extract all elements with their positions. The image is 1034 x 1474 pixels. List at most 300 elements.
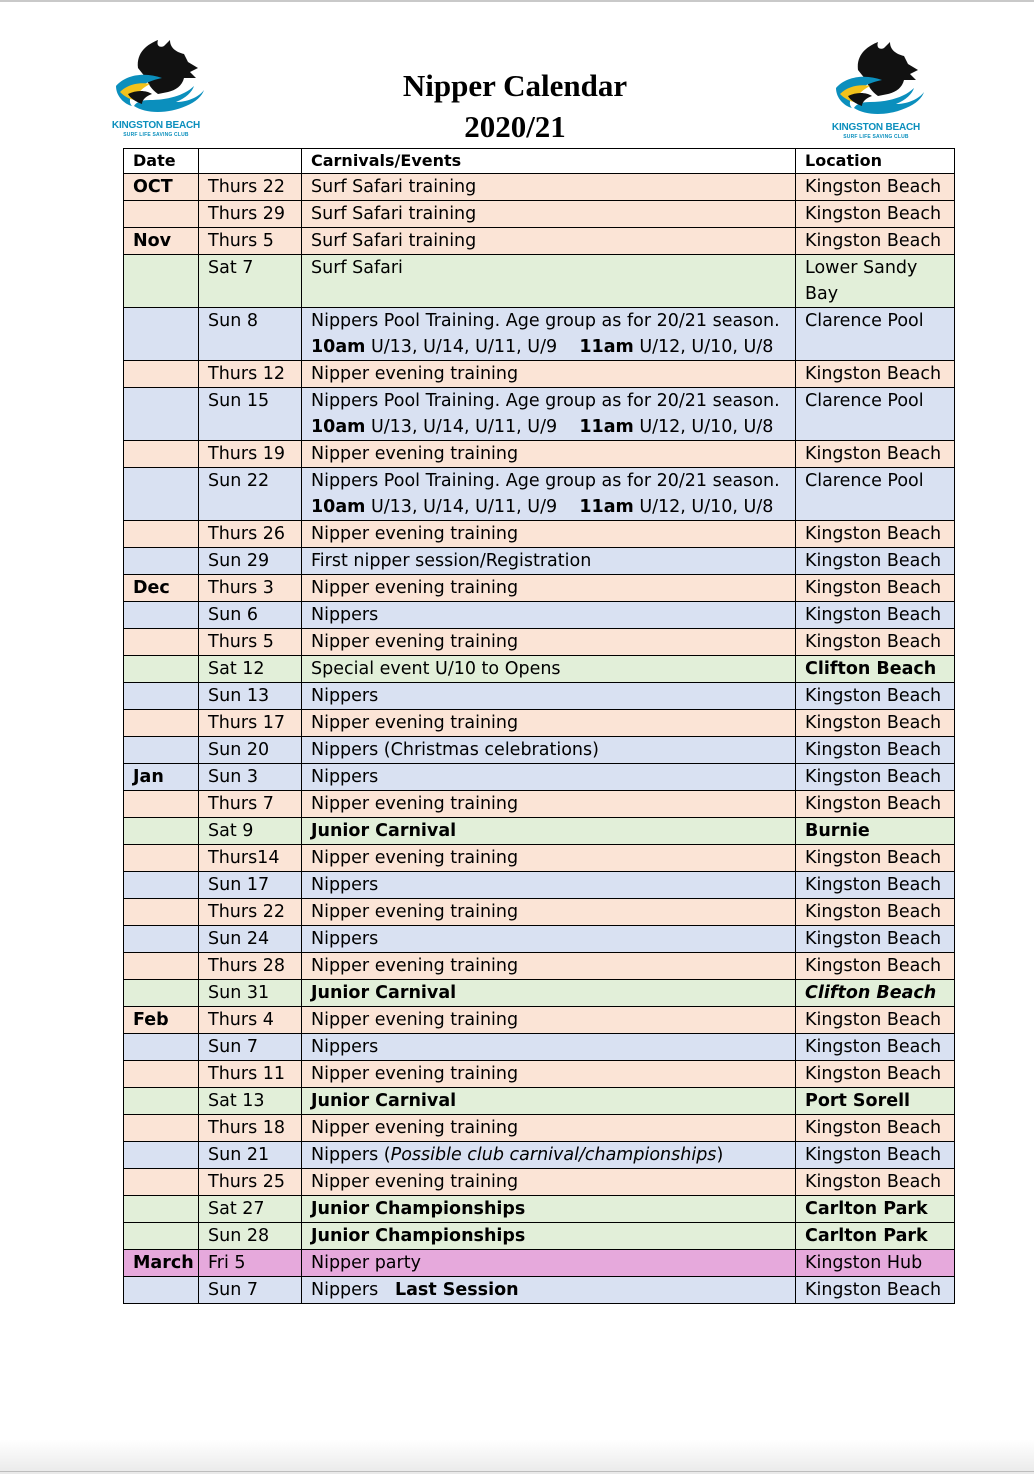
location-text: Kingston Beach <box>805 1145 942 1165</box>
event-text: Nipper evening training <box>311 902 519 922</box>
event-highlight: Last Session <box>394 1280 519 1300</box>
table-row <box>124 441 955 468</box>
location-cell <box>796 899 955 926</box>
location-text: Lower Sandy Bay <box>805 258 918 304</box>
event-cell <box>302 1169 796 1196</box>
event-cell <box>302 791 796 818</box>
event-cell <box>302 1034 796 1061</box>
location-cell <box>796 764 955 791</box>
event-text: Nipper evening training <box>311 956 519 976</box>
table-row <box>124 764 955 791</box>
session-time: 10am <box>311 417 366 437</box>
event-text: Nipper evening training <box>311 444 519 464</box>
month-cell: Dec <box>124 575 199 602</box>
location-cell <box>796 1250 955 1277</box>
day-cell: Thurs 11 <box>199 1061 302 1088</box>
day-cell: Sun 13 <box>199 683 302 710</box>
event-cell <box>302 308 796 361</box>
month-cell: Feb <box>124 1007 199 1034</box>
day-cell: Sun 6 <box>199 602 302 629</box>
table-row <box>124 1250 955 1277</box>
event-text: Nipper evening training <box>311 578 519 598</box>
event-cell <box>302 548 796 575</box>
month-cell <box>124 441 199 468</box>
table-row <box>124 575 955 602</box>
day-cell: Sun 7 <box>199 1034 302 1061</box>
session-times <box>311 494 795 520</box>
location-text: Kingston Beach <box>805 444 942 464</box>
logo-name: KINGSTON BEACH <box>111 120 201 131</box>
location-text: Kingston Beach <box>805 204 942 224</box>
month-cell <box>124 308 199 361</box>
event-cell <box>302 1223 796 1250</box>
month-cell <box>124 602 199 629</box>
event-cell <box>302 468 796 521</box>
calendar-body <box>124 174 955 1304</box>
location-text: Burnie <box>805 821 870 841</box>
day-cell: Thurs 22 <box>199 899 302 926</box>
location-cell <box>796 1034 955 1061</box>
table-row <box>124 683 955 710</box>
month-cell <box>124 1196 199 1223</box>
location-cell <box>796 1277 955 1304</box>
event-text: Nippers Pool Training. Age group as for 20/21 season. <box>311 471 780 491</box>
day-cell: Thurs 5 <box>199 228 302 255</box>
session-groups: U/13, U/14, U/11, U/9 <box>365 417 580 437</box>
location-cell <box>796 441 955 468</box>
table-row <box>124 872 955 899</box>
location-cell <box>796 388 955 441</box>
location-text: Kingston Beach <box>805 632 942 652</box>
table-row <box>124 926 955 953</box>
table-row <box>124 1061 955 1088</box>
month-cell <box>124 683 199 710</box>
table-row <box>124 548 955 575</box>
location-text: Kingston Beach <box>805 605 942 625</box>
header-location: Location <box>796 149 955 174</box>
location-text: Kingston Beach <box>805 1064 942 1084</box>
location-text: Kingston Beach <box>805 848 942 868</box>
month-cell <box>124 872 199 899</box>
day-cell: Thurs 7 <box>199 791 302 818</box>
day-cell: Thurs 25 <box>199 1169 302 1196</box>
month-cell <box>124 845 199 872</box>
event-cell <box>302 845 796 872</box>
location-cell <box>796 845 955 872</box>
event-text: Junior Carnival <box>311 1091 457 1111</box>
table-header-row <box>124 149 955 174</box>
month-cell: OCT <box>124 174 199 201</box>
month-cell <box>124 1142 199 1169</box>
location-text: Kingston Beach <box>805 1280 942 1300</box>
event-cell <box>302 656 796 683</box>
day-cell: Fri 5 <box>199 1250 302 1277</box>
session-time: 11am <box>579 497 634 517</box>
event-text: Nippers <box>311 929 379 949</box>
month-cell <box>124 361 199 388</box>
month-cell <box>124 980 199 1007</box>
location-cell <box>796 737 955 764</box>
table-row <box>124 1115 955 1142</box>
table-row <box>124 1007 955 1034</box>
location-cell <box>796 1196 955 1223</box>
table-row <box>124 521 955 548</box>
location-cell <box>796 1007 955 1034</box>
location-text: Clarence Pool <box>805 311 924 331</box>
day-cell: Sat 9 <box>199 818 302 845</box>
location-text: Kingston Beach <box>805 929 942 949</box>
day-cell: Sun 28 <box>199 1223 302 1250</box>
location-text: Kingston Beach <box>805 740 942 760</box>
event-text: Nippers <box>311 767 379 787</box>
month-cell <box>124 737 199 764</box>
event-text: Nipper evening training <box>311 794 519 814</box>
location-cell <box>796 575 955 602</box>
event-cell <box>302 683 796 710</box>
table-row <box>124 602 955 629</box>
event-cell <box>302 255 796 308</box>
location-text: Clarence Pool <box>805 471 924 491</box>
month-cell <box>124 926 199 953</box>
event-note: Possible club carnival/championships <box>390 1145 717 1165</box>
event-cell <box>302 1115 796 1142</box>
table-row <box>124 818 955 845</box>
session-times <box>311 334 795 360</box>
event-cell <box>302 174 796 201</box>
table-row <box>124 737 955 764</box>
location-text: Kingston Beach <box>805 1037 942 1057</box>
day-cell: Thurs 22 <box>199 174 302 201</box>
event-cell <box>302 228 796 255</box>
month-cell <box>124 1169 199 1196</box>
event-cell <box>302 361 796 388</box>
location-text: Kingston Beach <box>805 1118 942 1138</box>
event-cell <box>302 953 796 980</box>
day-cell: Sun 31 <box>199 980 302 1007</box>
location-text: Kingston Beach <box>805 231 942 251</box>
location-cell <box>796 791 955 818</box>
event-text: Surf Safari training <box>311 177 477 197</box>
location-text: Clarence Pool <box>805 391 924 411</box>
day-cell: Sun 21 <box>199 1142 302 1169</box>
location-text: Kingston Beach <box>805 551 942 571</box>
day-cell: Thurs 4 <box>199 1007 302 1034</box>
location-cell <box>796 683 955 710</box>
logo-name: KINGSTON BEACH <box>831 122 921 133</box>
day-cell: Thurs14 <box>199 845 302 872</box>
table-row <box>124 201 955 228</box>
month-cell <box>124 1115 199 1142</box>
day-cell: Thurs 17 <box>199 710 302 737</box>
event-text: Nipper evening training <box>311 1010 519 1030</box>
location-cell <box>796 201 955 228</box>
calendar-table <box>123 148 955 1304</box>
table-row <box>124 1034 955 1061</box>
event-cell <box>302 926 796 953</box>
table-row <box>124 899 955 926</box>
event-cell <box>302 629 796 656</box>
location-text: Carlton Park <box>805 1199 928 1219</box>
month-cell <box>124 629 199 656</box>
event-cell <box>302 201 796 228</box>
location-cell <box>796 602 955 629</box>
club-logo-right <box>826 36 926 146</box>
location-cell <box>796 656 955 683</box>
page-subtitle-season: 2020/21 <box>464 109 566 144</box>
event-text-end: ) <box>716 1145 724 1165</box>
location-cell <box>796 548 955 575</box>
event-cell <box>302 737 796 764</box>
table-row <box>124 255 955 308</box>
table-row <box>124 361 955 388</box>
location-text: Port Sorell <box>805 1091 911 1111</box>
location-text: Kingston Beach <box>805 578 942 598</box>
event-cell <box>302 710 796 737</box>
event-text: Junior Carnival <box>311 983 457 1003</box>
event-cell <box>302 1142 796 1169</box>
location-cell <box>796 174 955 201</box>
event-text: Nipper evening training <box>311 632 519 652</box>
day-cell: Sun 15 <box>199 388 302 441</box>
event-text: Nipper evening training <box>311 1172 519 1192</box>
table-row <box>124 468 955 521</box>
session-time: 11am <box>579 337 634 357</box>
bottom-border <box>0 1471 1034 1472</box>
location-cell <box>796 361 955 388</box>
page-bottom-shadow <box>0 1440 1034 1474</box>
day-cell: Sun 24 <box>199 926 302 953</box>
event-cell <box>302 1007 796 1034</box>
event-cell <box>302 1061 796 1088</box>
table-row <box>124 656 955 683</box>
session-time: 10am <box>311 497 366 517</box>
session-groups: U/12, U/10, U/8 <box>633 497 774 517</box>
location-text: Kingston Beach <box>805 875 942 895</box>
table-row <box>124 710 955 737</box>
day-cell: Sun 3 <box>199 764 302 791</box>
event-cell <box>302 899 796 926</box>
event-text: Special event U/10 to Opens <box>311 659 561 679</box>
location-cell <box>796 710 955 737</box>
table-row <box>124 1277 955 1304</box>
day-cell: Sun 22 <box>199 468 302 521</box>
event-cell <box>302 1277 796 1304</box>
logo-subtitle: SURF LIFE SAVING CLUB <box>843 134 909 140</box>
location-cell <box>796 1115 955 1142</box>
table-row <box>124 1142 955 1169</box>
location-cell <box>796 980 955 1007</box>
event-text: Surf Safari <box>311 258 403 278</box>
event-text: Junior Carnival <box>311 821 457 841</box>
day-cell: Thurs 18 <box>199 1115 302 1142</box>
top-border <box>0 0 1034 2</box>
day-cell: Sat 27 <box>199 1196 302 1223</box>
month-cell: Jan <box>124 764 199 791</box>
event-text: Nipper party <box>311 1253 421 1273</box>
table-row <box>124 629 955 656</box>
header-date: Date <box>124 149 199 174</box>
event-text: Nippers Pool Training. Age group as for 20/21 season. <box>311 311 780 331</box>
month-cell <box>124 656 199 683</box>
day-cell: Thurs 26 <box>199 521 302 548</box>
event-cell <box>302 1196 796 1223</box>
location-text: Kingston Hub <box>805 1253 923 1273</box>
month-cell <box>124 1061 199 1088</box>
session-groups: U/12, U/10, U/8 <box>633 337 774 357</box>
location-text: Clifton Beach <box>805 659 937 679</box>
event-text: Nipper evening training <box>311 1118 519 1138</box>
month-cell <box>124 388 199 441</box>
table-row <box>124 174 955 201</box>
month-cell <box>124 548 199 575</box>
event-cell <box>302 388 796 441</box>
day-cell: Thurs 19 <box>199 441 302 468</box>
location-cell <box>796 926 955 953</box>
header-events: Carnivals/Events <box>302 149 796 174</box>
event-cell <box>302 602 796 629</box>
table-row <box>124 845 955 872</box>
month-cell <box>124 1088 199 1115</box>
location-cell <box>796 1169 955 1196</box>
location-cell <box>796 872 955 899</box>
month-cell <box>124 1277 199 1304</box>
session-groups: U/12, U/10, U/8 <box>633 417 774 437</box>
event-text: Nippers ( <box>311 1145 391 1165</box>
event-text: Nipper evening training <box>311 524 519 544</box>
table-row <box>124 1169 955 1196</box>
location-cell <box>796 521 955 548</box>
table-row <box>124 791 955 818</box>
dragon-wave-icon <box>826 36 926 126</box>
month-cell <box>124 953 199 980</box>
month-cell <box>124 255 199 308</box>
event-text: Nippers (Christmas celebrations) <box>311 740 599 760</box>
event-text: First nipper session/Registration <box>311 551 592 571</box>
month-cell <box>124 710 199 737</box>
location-text: Kingston Beach <box>805 902 942 922</box>
session-time: 10am <box>311 337 366 357</box>
location-cell <box>796 308 955 361</box>
event-text: Surf Safari training <box>311 231 477 251</box>
event-text: Nippers <box>311 686 379 706</box>
day-cell: Sat 7 <box>199 255 302 308</box>
location-cell <box>796 818 955 845</box>
day-cell: Sat 12 <box>199 656 302 683</box>
location-text: Kingston Beach <box>805 686 942 706</box>
location-text: Kingston Beach <box>805 956 942 976</box>
location-cell <box>796 953 955 980</box>
day-cell: Thurs 29 <box>199 201 302 228</box>
event-text: Nipper evening training <box>311 848 519 868</box>
session-groups: U/13, U/14, U/11, U/9 <box>365 337 580 357</box>
month-cell <box>124 1223 199 1250</box>
day-cell: Thurs 3 <box>199 575 302 602</box>
month-cell <box>124 201 199 228</box>
location-cell <box>796 1061 955 1088</box>
location-cell <box>796 468 955 521</box>
table-row <box>124 1223 955 1250</box>
day-cell: Thurs 5 <box>199 629 302 656</box>
event-text: Nippers <box>311 875 379 895</box>
event-text: Junior Championships <box>311 1226 526 1246</box>
event-text: Nippers <box>311 1037 379 1057</box>
event-text: Nipper evening training <box>311 364 519 384</box>
location-text: Carlton Park <box>805 1226 928 1246</box>
day-cell: Sun 17 <box>199 872 302 899</box>
day-cell: Thurs 28 <box>199 953 302 980</box>
month-cell: March <box>124 1250 199 1277</box>
day-cell: Sun 8 <box>199 308 302 361</box>
day-cell: Thurs 12 <box>199 361 302 388</box>
table-row <box>124 1196 955 1223</box>
session-times <box>311 414 795 440</box>
location-cell <box>796 228 955 255</box>
event-cell <box>302 1088 796 1115</box>
location-text: Kingston Beach <box>805 1172 942 1192</box>
logo-subtitle: SURF LIFE SAVING CLUB <box>123 132 189 138</box>
table-row <box>124 388 955 441</box>
table-row <box>124 953 955 980</box>
event-text: Nippers <box>311 1280 395 1300</box>
month-cell <box>124 899 199 926</box>
location-cell <box>796 629 955 656</box>
club-logo-left <box>106 34 206 144</box>
location-text: Kingston Beach <box>805 364 942 384</box>
event-cell <box>302 980 796 1007</box>
month-cell: Nov <box>124 228 199 255</box>
day-cell: Sun 20 <box>199 737 302 764</box>
event-text: Nipper evening training <box>311 713 519 733</box>
event-cell <box>302 818 796 845</box>
location-text: Kingston Beach <box>805 177 942 197</box>
location-cell <box>796 1088 955 1115</box>
location-text: Kingston Beach <box>805 794 942 814</box>
event-text: Surf Safari training <box>311 204 477 224</box>
month-cell <box>124 468 199 521</box>
header-day <box>199 149 302 174</box>
month-cell <box>124 818 199 845</box>
event-cell <box>302 1250 796 1277</box>
event-cell <box>302 575 796 602</box>
event-cell <box>302 521 796 548</box>
event-text: Nippers Pool Training. Age group as for 20/21 season. <box>311 391 780 411</box>
month-cell <box>124 1034 199 1061</box>
location-cell <box>796 1223 955 1250</box>
event-cell <box>302 764 796 791</box>
location-cell <box>796 255 955 308</box>
session-groups: U/13, U/14, U/11, U/9 <box>365 497 580 517</box>
day-cell: Sun 7 <box>199 1277 302 1304</box>
location-text: Kingston Beach <box>805 713 942 733</box>
day-cell: Sun 29 <box>199 548 302 575</box>
event-cell <box>302 441 796 468</box>
event-text: Nipper evening training <box>311 1064 519 1084</box>
table-row <box>124 980 955 1007</box>
event-cell <box>302 872 796 899</box>
location-text: Kingston Beach <box>805 1010 942 1030</box>
page-title: Nipper Calendar <box>402 68 628 103</box>
dragon-wave-icon <box>106 34 206 124</box>
month-cell <box>124 521 199 548</box>
table-row <box>124 228 955 255</box>
month-cell <box>124 791 199 818</box>
location-text: Kingston Beach <box>805 767 942 787</box>
day-cell: Sat 13 <box>199 1088 302 1115</box>
location-text: Kingston Beach <box>805 524 942 544</box>
event-text: Nippers <box>311 605 379 625</box>
table-row <box>124 1088 955 1115</box>
location-text: Clifton Beach <box>805 983 937 1003</box>
